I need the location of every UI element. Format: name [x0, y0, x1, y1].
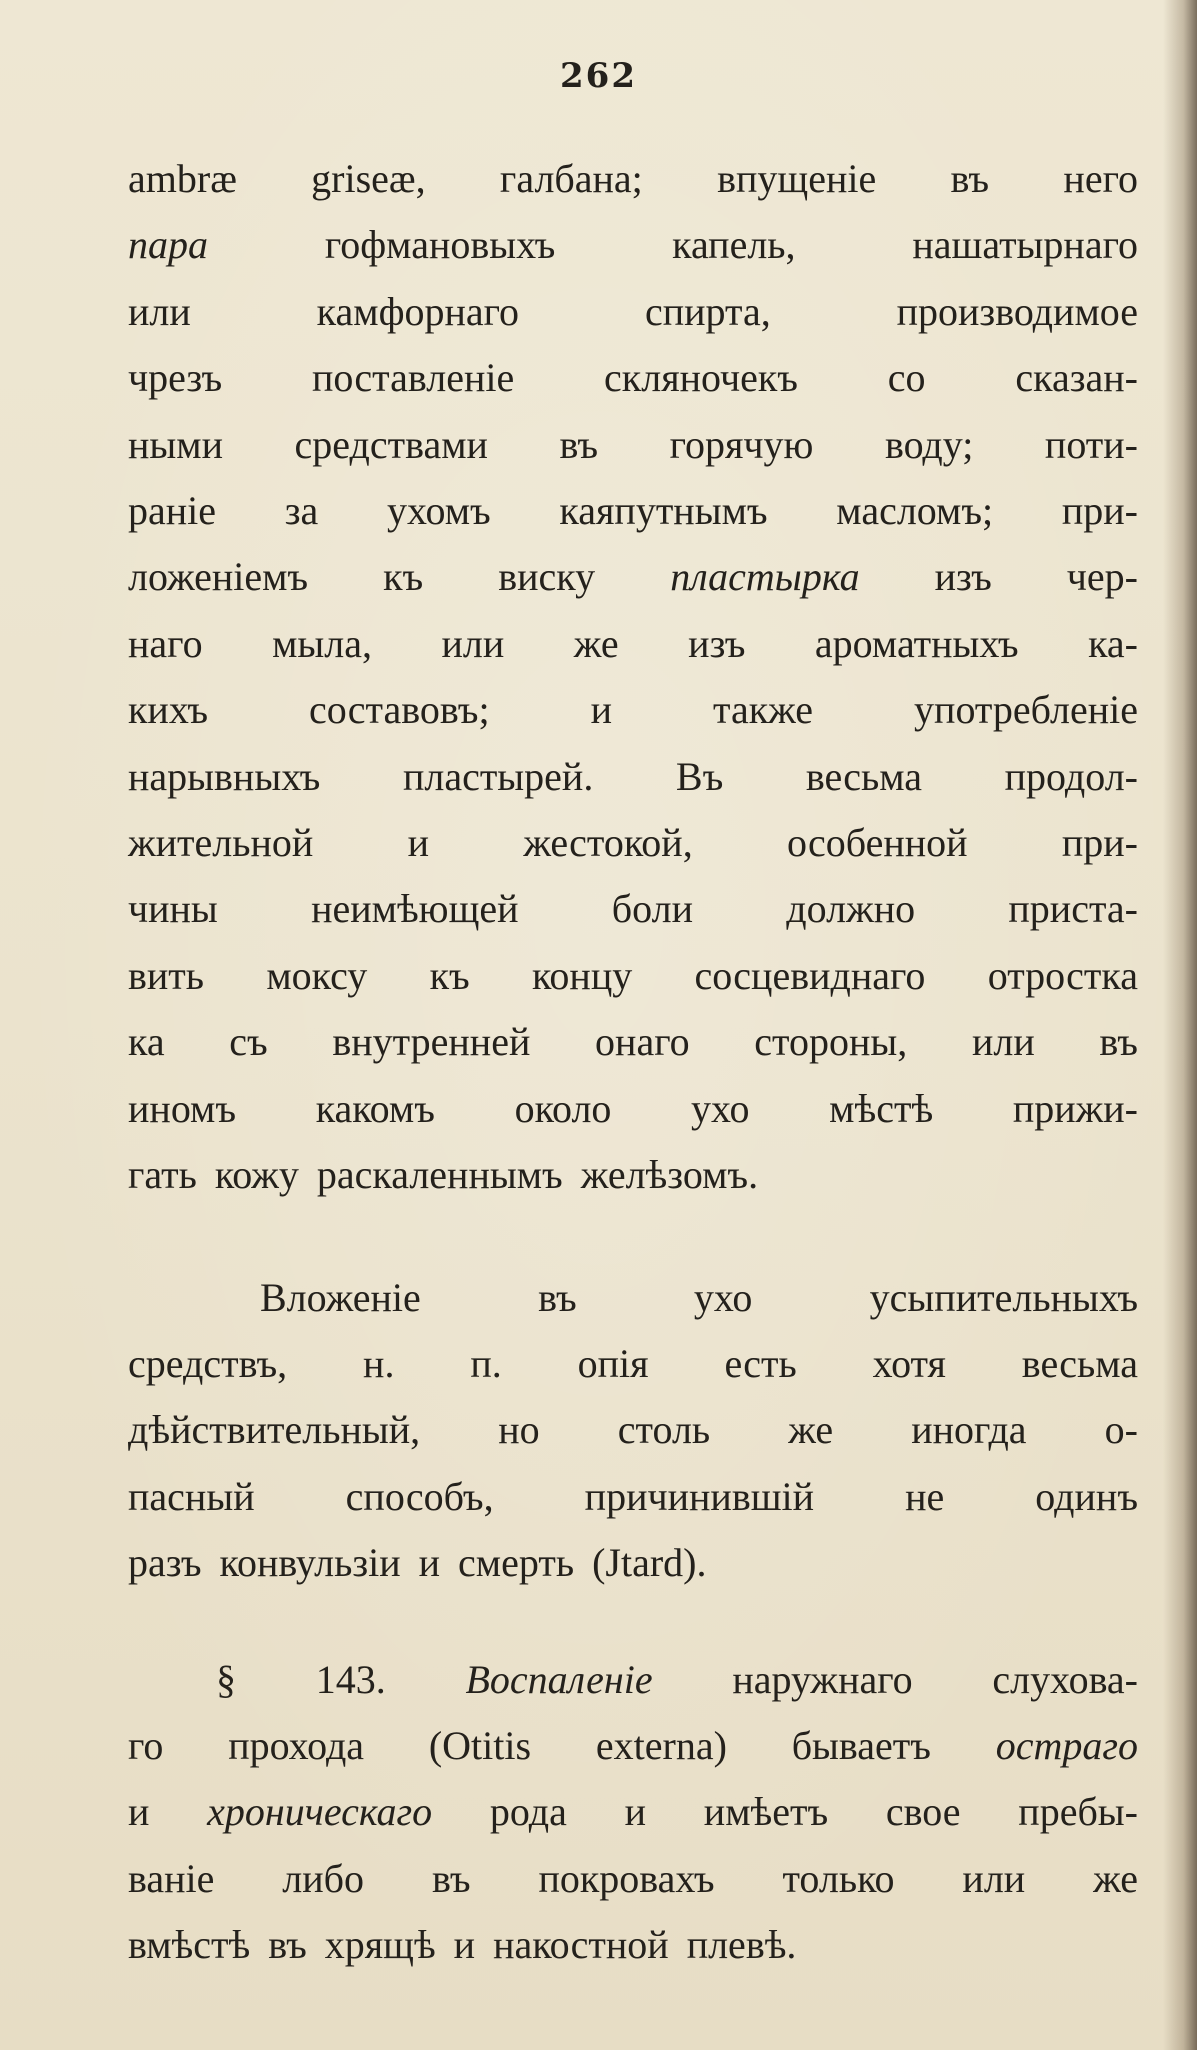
text-line: раніе за ухомъ каяпутнымъ масломъ; при-	[128, 488, 1138, 534]
text-line: го прохода (Otitis externa) бываетъ остраго	[128, 1722, 1138, 1768]
text-line: иномъ какомъ около ухо мѣстѣ прижи-	[128, 1085, 1138, 1131]
text-line: вить моксу къ концу сосцевиднаго отростка	[128, 952, 1138, 998]
text-line: § 143. Воспаленіе наружнаго слухова-	[216, 1656, 1138, 1702]
text-line: дѣйствительный, но столь же иногда о-	[128, 1407, 1138, 1453]
text-line: ка съ внутренней онаго стороны, или въ	[128, 1019, 1138, 1065]
text-line: или камфорнаго спирта, производимое	[128, 288, 1138, 334]
text-line: ваніе либо въ покровахъ только или же	[128, 1855, 1138, 1901]
text-line: жительной и жестокой, особенной при-	[128, 820, 1138, 866]
text-line: чрезъ поставленіе скляночекъ со сказан-	[128, 355, 1138, 401]
page-edge-shadow	[1163, 0, 1197, 2050]
page-text	[128, 146, 1138, 1979]
paragraph-treatment-remedies	[128, 146, 1138, 1209]
text-line: ложеніемъ къ виску пластырка изъ чер-	[128, 554, 1138, 600]
text-line: наго мыла, или же изъ ароматныхъ ка-	[128, 620, 1138, 666]
text-line: средствъ, н. п. опія есть хотя весьма	[128, 1340, 1138, 1386]
text-line: пара гофмановыхъ капель, нашатырнаго	[128, 222, 1138, 268]
paragraph-section-143	[128, 1647, 1138, 1979]
text-line: гать кожу раскаленнымъ желѣзомъ.	[128, 1152, 759, 1198]
text-line: кихъ составовъ; и также употребленіе	[128, 687, 1138, 733]
text-line: Вложеніе въ ухо усыпительныхъ	[260, 1274, 1138, 1320]
text-line: пасный способъ, причинившій не одинъ	[128, 1473, 1138, 1519]
text-line: нарывныхъ пластырей. Въ весьма продол-	[128, 753, 1138, 799]
text-line: ными средствами въ горячую воду; поти-	[128, 421, 1138, 467]
text-line: ambræ griseæ, галбана; впущеніе въ него	[128, 156, 1138, 201]
text-line: и хроническаго рода и имѣетъ свое пребы-	[128, 1789, 1139, 1835]
text-line: вмѣстѣ въ хрящѣ и накостной плевѣ.	[128, 1922, 797, 1968]
page-number: 262	[560, 56, 637, 96]
paragraph-narcotics	[128, 1265, 1138, 1597]
text-line: чины неимѣющей боли должно приста-	[128, 886, 1138, 932]
text-line: разъ конвульзіи и смерть (Jtard).	[128, 1540, 707, 1586]
